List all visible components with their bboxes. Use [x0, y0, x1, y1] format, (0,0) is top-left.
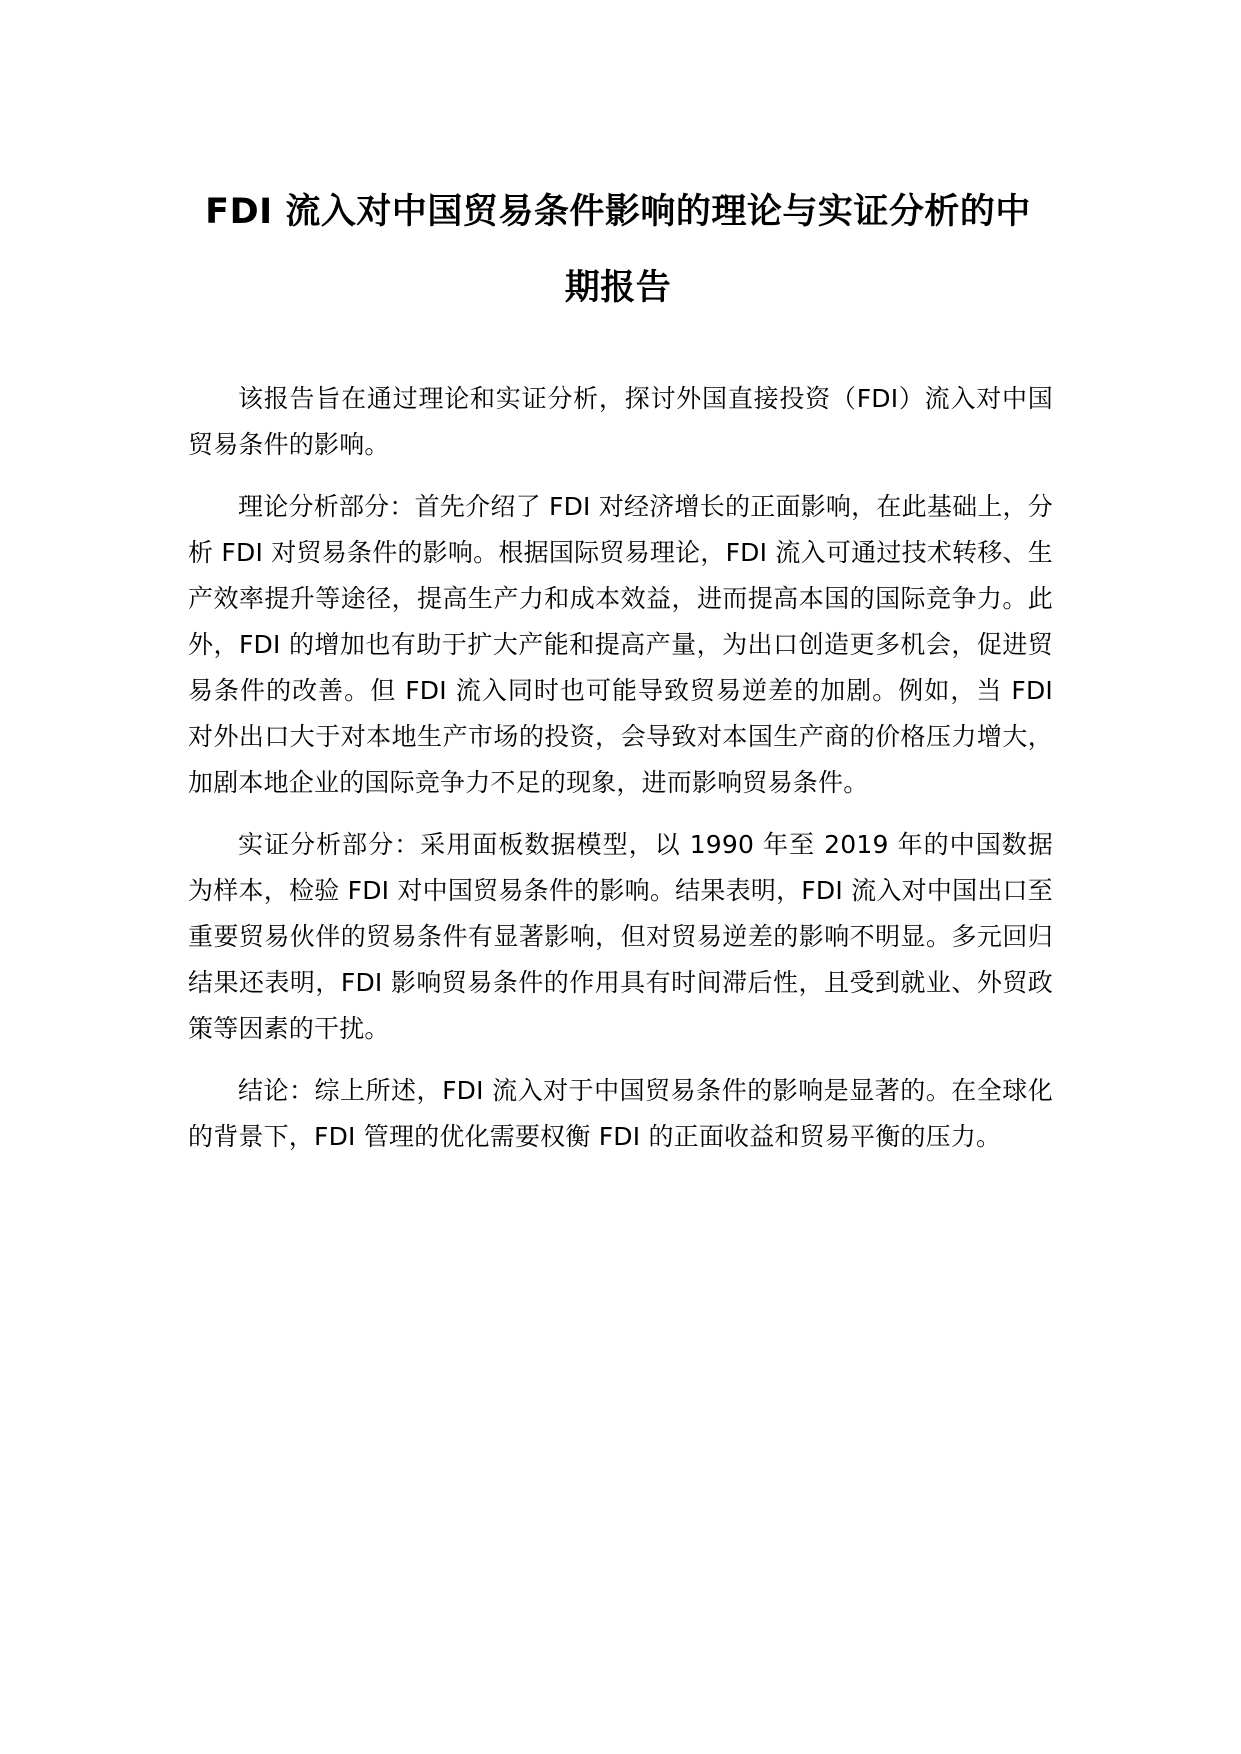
document-body [188, 376, 1053, 1176]
document-title: FDI 流入对中国贸易条件影响的理论与实证分析的中期报告 [205, 192, 1031, 308]
paragraph-theory: 理论分析部分：首先介绍了 FDI 对经济增长的正面影响，在此基础上，分析 FDI 对贸易条件的影响。根据国际贸易理论，FDI 流入可通过技术转移、生产效率提升等途径，提高生产力和成本效益，进而提高本国的国际竞争力。此外，FDI 的增加也有助于扩大产能和提高产量，为出口创造更多机会，促进贸易条件的改善。但 FDI 流入同时也可能导致贸易逆差的加剧。例如，当 FDI 对外出口大于对本地生产市场的投资，会导致对本国生产商的价格压力增大，加剧本地企业的国际竞争力不足的现象，进而影响贸易条件。 [188, 492, 1053, 797]
paragraph-empirical: 实证分析部分：采用面板数据模型，以 1990 年至 2019 年的中国数据为样本，检验 FDI 对中国贸易条件的影响。结果表明，FDI 流入对中国出口至重要贸易伙伴的贸易条件有显著影响，但对贸易逆差的影响不明显。多元回归结果还表明，FDI 影响贸易条件的作用具有时间滞后性，且受到就业、外贸政策等因素的干扰。 [188, 830, 1053, 1043]
paragraph-conclusion: 结论：综上所述，FDI 流入对于中国贸易条件的影响是显著的。在全球化的背景下，FDI 管理的优化需要权衡 FDI 的正面收益和贸易平衡的压力。 [188, 1076, 1053, 1151]
paragraph-intro: 该报告旨在通过理论和实证分析，探讨外国直接投资（FDI）流入对中国贸易条件的影响。 [188, 384, 1053, 459]
